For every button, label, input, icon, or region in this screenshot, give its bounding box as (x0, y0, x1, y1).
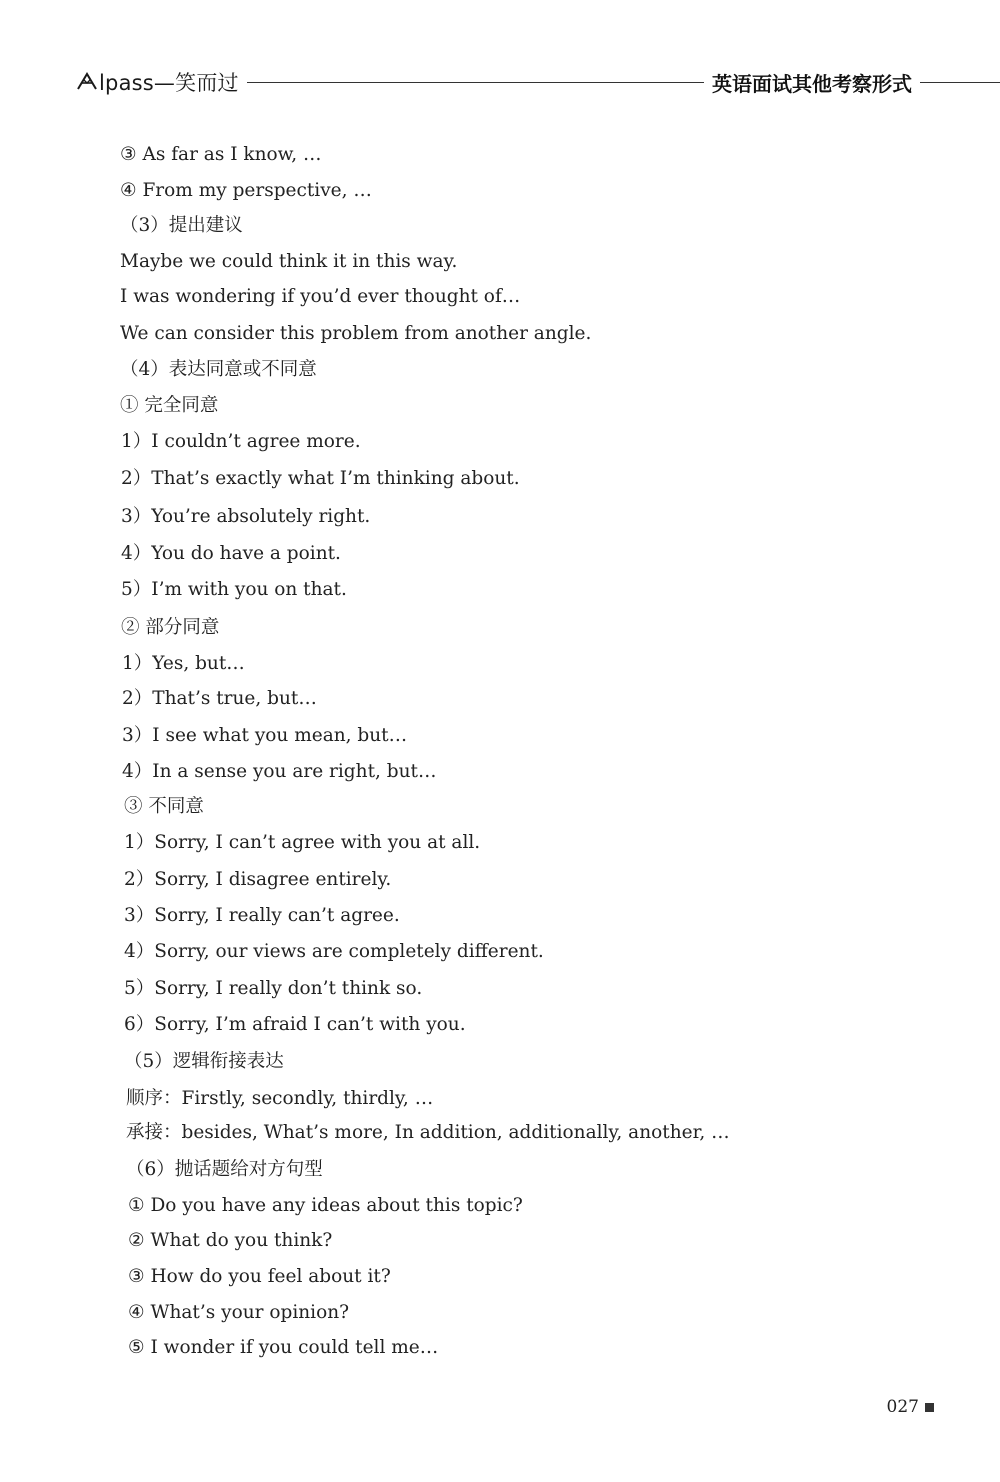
text-line: ③ As far as I know, … (120, 144, 322, 165)
text-line: ④ From my perspective, … (120, 180, 372, 201)
list-item: 1）I couldn’t agree more. (121, 431, 361, 452)
list-item: 2）Sorry, I disagree entirely. (124, 869, 392, 890)
list-item: 1）Sorry, I can’t agree with you at all. (124, 832, 481, 853)
page-marker-icon (925, 1403, 934, 1412)
section-title: 英语面试其他考察形式 (712, 71, 912, 96)
list-item: ⑤ I wonder if you could tell me… (128, 1337, 439, 1358)
list-item: 3）I see what you mean, but… (122, 725, 408, 746)
list-item: 5）Sorry, I really don’t think so. (124, 978, 423, 999)
list-item: 4）In a sense you are right, but… (122, 761, 437, 782)
list-item: 2）That’s exactly what I’m thinking about. (121, 468, 520, 489)
list-item: 3）Sorry, I really can’t agree. (124, 905, 400, 926)
list-item: 6）Sorry, I’m afraid I can’t with you. (124, 1014, 466, 1035)
list-item: 4）You do have a point. (121, 543, 341, 564)
text-line: We can consider this problem from another angle. (120, 323, 592, 344)
text-line: Maybe we could think it in this way. (120, 251, 458, 272)
list-item: ② What do you think? (128, 1230, 333, 1251)
brand (76, 67, 239, 97)
section-heading: （6）抛话题给对方句型 (126, 1159, 323, 1180)
list-item: ④ What’s your opinion? (128, 1302, 350, 1323)
section-heading: （5）逻辑衔接表达 (124, 1051, 284, 1072)
list-item: 4）Sorry, our views are completely different. (124, 941, 544, 962)
subheading: ③ 不同意 (124, 796, 204, 817)
header-rule (247, 82, 704, 83)
brand-text: lpass—笑而过 (99, 71, 239, 95)
text-line: I was wondering if you’d ever thought of… (120, 286, 521, 307)
subheading: ② 部分同意 (121, 617, 220, 638)
section-heading: （4）表达同意或不同意 (120, 359, 317, 380)
list-item: ③ How do you feel about it? (128, 1266, 391, 1287)
header-rule-right (920, 82, 1000, 83)
page-footer (887, 1397, 934, 1417)
text-line: 承接：besides, What’s more, In addition, additionally, another, … (126, 1122, 730, 1143)
list-item: 1）Yes, but… (122, 653, 245, 674)
list-item: 5）I’m with you on that. (121, 579, 347, 600)
list-item: 2）That’s true, but… (122, 688, 317, 709)
section-heading: （3）提出建议 (120, 215, 243, 236)
list-item: 3）You’re absolutely right. (121, 506, 371, 527)
subheading: ① 完全同意 (120, 395, 219, 416)
text-line: 顺序：Firstly, secondly, thirdly, … (126, 1088, 434, 1109)
list-item: ① Do you have any ideas about this topic? (128, 1195, 523, 1216)
page-header (76, 62, 1000, 102)
brand-logo-icon (76, 71, 98, 93)
page-number: 027 (886, 1397, 919, 1417)
